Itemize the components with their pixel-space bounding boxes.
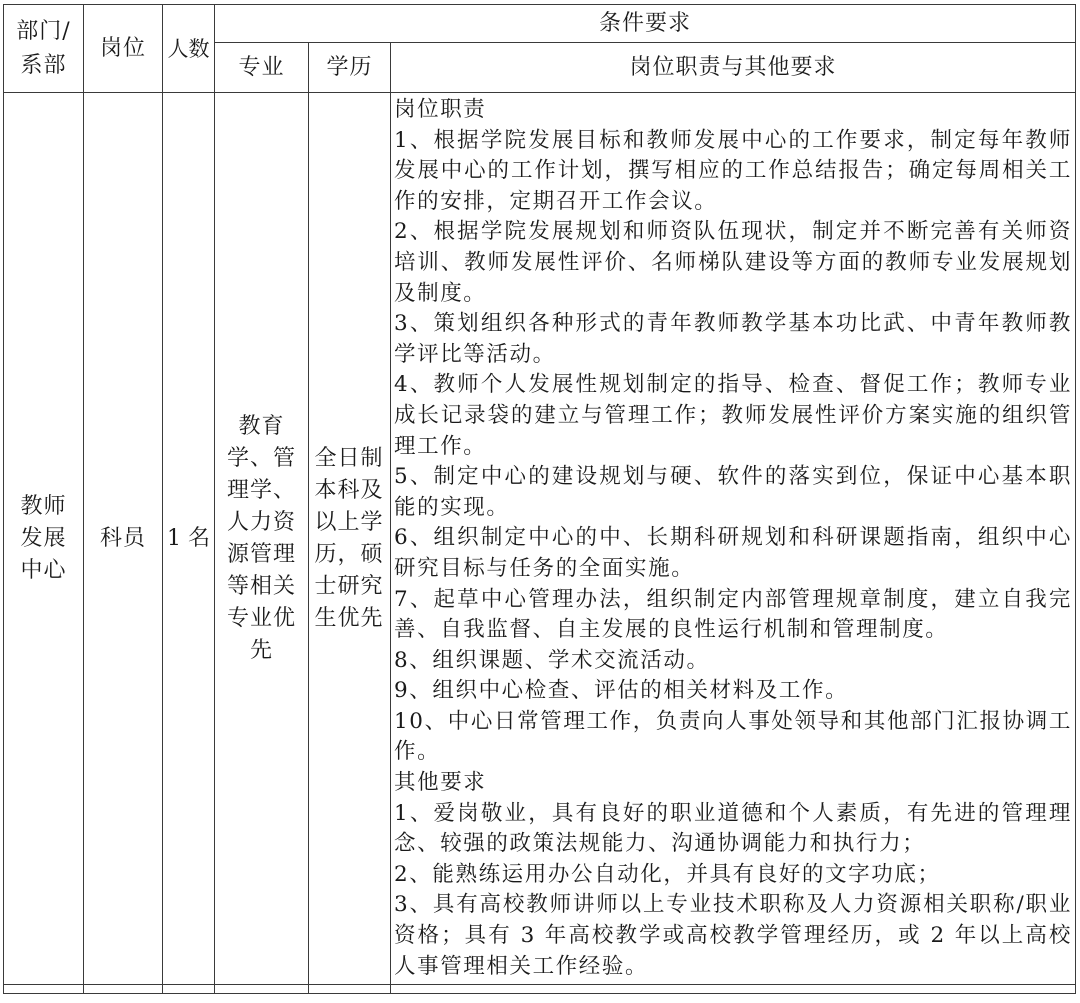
duty-item: 5、制定中心的建设规划与硬、软件的落实到位，保证中心基本职能的实现。 bbox=[394, 464, 1073, 520]
header-dept: 部门/系部 bbox=[4, 5, 84, 93]
duty-item: 3、策划组织各种形式的青年教师教学基本功比武、中青年教师教学评比等活动。 bbox=[394, 311, 1073, 367]
recruitment-table bbox=[3, 4, 1076, 994]
duty-item: 2、根据学院发展规划和师资队伍现状，制定并不断完善有关师资培训、教师发展性评价、名师梯队建设等方面的教师专业发展规划及制度。 bbox=[394, 219, 1073, 306]
cell-duties bbox=[391, 93, 1076, 985]
header-education: 学历 bbox=[309, 43, 391, 93]
header-count: 人数 bbox=[163, 5, 215, 93]
duty-item: 8、组织课题、学术交流活动。 bbox=[394, 647, 710, 673]
duty-item: 1、根据学院发展目标和教师发展中心的工作要求，制定每年教师发展中心的工作计划，撰写相应的工作总结报告；确定每周相关工作的安排，定期召开工作会议。 bbox=[394, 127, 1073, 214]
duty-item: 10、中心日常管理工作，负责向人事处领导和其他部门汇报协调工作。 bbox=[394, 708, 1073, 765]
table-row bbox=[4, 93, 1076, 985]
header-duties: 岗位职责与其他要求 bbox=[391, 43, 1076, 93]
cell-position: 科员 bbox=[84, 93, 163, 985]
duty-item: 6、组织制定中心的中、长期科研规划和科研课题指南，组织中心研究目标与任务的全面实施。 bbox=[394, 525, 1073, 581]
other-requirements-title: 其他要求 bbox=[394, 770, 487, 796]
table-row-continuation bbox=[4, 985, 1076, 994]
cell-major: 教育学、管理学、人力资源管理等相关专业优先 bbox=[215, 93, 309, 985]
requirement-item: 3、具有高校教师讲师以上专业技术职称及人力资源相关职称/职业资格；具有 3 年高校教学或高校教学管理经历，或 2 年以上高校人事管理相关工作经验。 bbox=[394, 892, 1073, 979]
header-major: 专业 bbox=[215, 43, 309, 93]
requirement-item: 1、爱岗敬业，具有良好的职业道德和个人素质，有先进的管理理念、较强的政策法规能力、沟通协调能力和执行力； bbox=[394, 800, 1073, 857]
duty-item: 9、组织中心检查、评估的相关材料及工作。 bbox=[394, 678, 849, 704]
requirement-item: 2、能熟练运用办公自动化，并具有良好的文字功底； bbox=[394, 861, 941, 887]
header-row-top bbox=[4, 5, 1076, 43]
duty-item: 4、教师个人发展性规划制定的指导、检查、督促工作；教师专业成长记录袋的建立与管理工作；教师发展性评价方案实施的组织管理工作。 bbox=[394, 372, 1073, 459]
cell-education: 全日制本科及以上学历，硕士研究生优先 bbox=[309, 93, 391, 985]
cell-dept: 教师发展中心 bbox=[4, 93, 84, 985]
duty-item: 7、起草中心管理办法，组织制定内部管理规章制度，建立自我完善、自我监督、自主发展的良性运行机制和管理制度。 bbox=[394, 586, 1073, 643]
header-position: 岗位 bbox=[84, 5, 163, 93]
duties-title: 岗位职责 bbox=[394, 97, 487, 122]
cell-count: 1 名 bbox=[163, 93, 215, 985]
header-conditions: 条件要求 bbox=[215, 5, 1076, 43]
